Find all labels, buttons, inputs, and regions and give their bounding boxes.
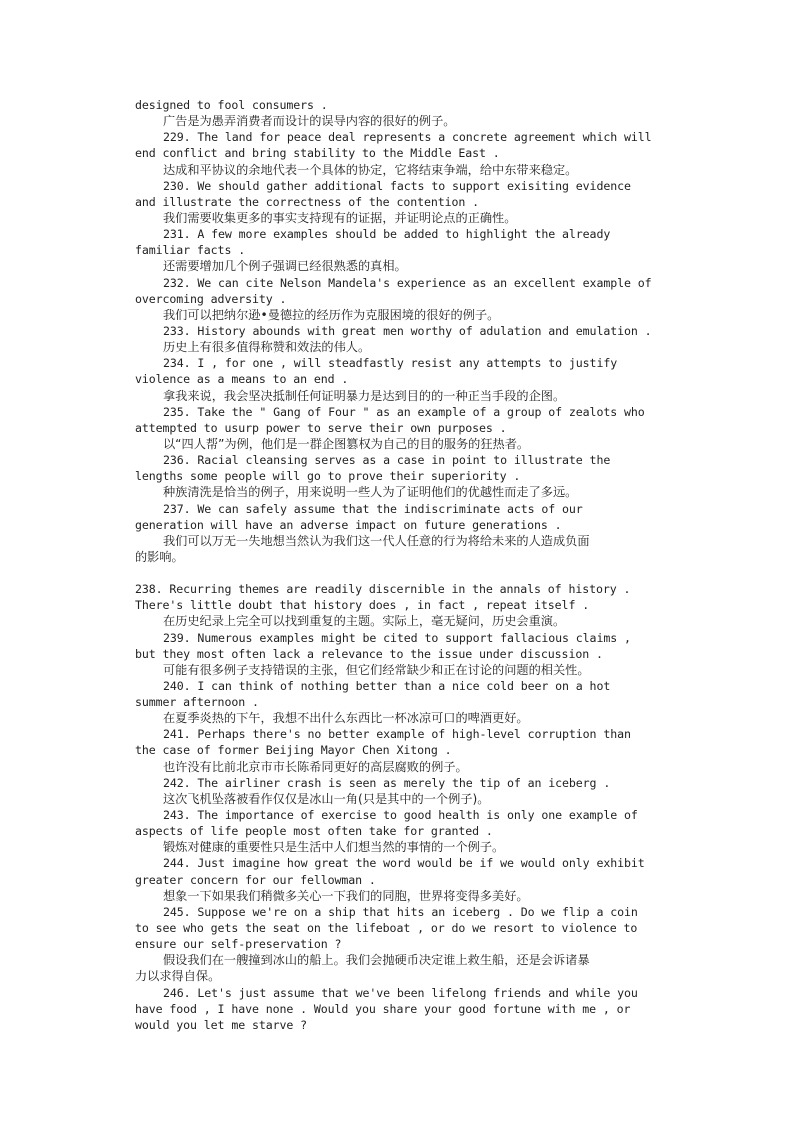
english-text-line: 230. We should gather additional facts to support exisiting evidence <box>163 178 631 193</box>
english-text-line: greater concern for our fellowman . <box>135 872 376 887</box>
chinese-text-line: 种族清洗是恰当的例子，用来说明一些人为了证明他们的优越性而走了多远。 <box>163 485 578 500</box>
chinese-text-line: 以“四人帮”为例，他们是一群企图篡权为自己的目的服务的狂热者。 <box>163 436 530 451</box>
english-text-line: 229. The land for peace deal represents a concrete agreement which will <box>163 130 652 145</box>
chinese-text-line: 广告是为愚弄消费者而设计的误导内容的很好的例子。 <box>163 114 456 129</box>
english-text-line: 238. Recurring themes are readily discernible in the annals of history . <box>135 582 631 597</box>
chinese-text-line: 可能有很多例子支持错误的主张，但它们经常缺少和正在讨论的问题的相关性。 <box>163 662 590 677</box>
chinese-text-line: 假设我们在一艘撞到冰山的船上。我们会抛硬币决定谁上救生船，还是会诉诸暴 <box>163 953 590 968</box>
english-text-line: There's little doubt that history does , in fact , repeat itself . <box>135 598 590 613</box>
english-text-line: familiar facts . <box>135 243 246 258</box>
english-text-line: 240. I can think of nothing better than a nice cold beer on a hot <box>163 678 611 693</box>
english-text-line: have food , I have none . Would you share your good fortune with me , or <box>135 1001 631 1016</box>
chinese-text-line: 在历史纪录上完全可以找到重复的主题。实际上，毫无疑问，历史会重演。 <box>163 614 566 629</box>
english-text-line: 241. Perhaps there's no better example of high-level corruption than <box>163 727 631 742</box>
chinese-text-line: 我们需要收集更多的事实支持现有的证据，并证明论点的正确性。 <box>163 210 517 225</box>
english-text-line: 237. We can safely assume that the indiscriminate acts of our <box>163 501 583 516</box>
chinese-text-line: 我们可以万无一失地想当然认为我们这一代人任意的行为将给未来的人造成负面 <box>163 533 590 548</box>
english-text-line: summer afternoon . <box>135 695 259 710</box>
english-text-line: 244. Just imagine how great the word would be if we would only exhibit <box>163 856 645 871</box>
english-text-line: lengths some people will go to prove their superiority . <box>135 469 521 484</box>
chinese-text-line: 这次飞机坠落被看作仅仅是冰山一角(只是其中的一个例子)。 <box>163 791 490 806</box>
chinese-text-line: 想象一下如果我们稍微多关心一下我们的同胞，世界将变得多美好。 <box>163 888 529 903</box>
chinese-text-line: 也许没有比前北京市市长陈希同更好的高层腐败的例子。 <box>163 759 468 774</box>
chinese-text-line: 达成和平协议的余地代表一个具体的协定，它将结束争端，给中东带来稳定。 <box>163 162 578 177</box>
english-text-line: violence as a means to an end . <box>135 372 349 387</box>
chinese-text-line: 还需要增加几个例子强调已经很熟悉的真相。 <box>163 259 407 274</box>
english-text-line: the case of former Beijing Mayor Chen Xitong . <box>135 743 452 758</box>
chinese-text-line: 的影响。 <box>135 549 184 564</box>
english-text-line: 235. Take the " Gang of Four " as an example of a group of zealots who <box>163 404 645 419</box>
english-text-line: and illustrate the correctness of the contention . <box>135 194 480 209</box>
english-text-line: designed to fool consumers . <box>135 98 328 112</box>
english-text-line: 243. The importance of exercise to good health is only one example of <box>163 808 638 823</box>
english-text-line: 246. Let's just assume that we've been lifelong friends and while you <box>163 985 638 1000</box>
document-body <box>135 97 665 1033</box>
chinese-text-line: 在夏季炎热的下午，我想不出什么东西比一杯冰凉可口的啤酒更好。 <box>163 711 529 726</box>
chinese-text-line: 拿我来说，我会坚决抵制任何证明暴力是达到目的的一种正当手段的企图。 <box>163 388 566 403</box>
chinese-text-line: 锻炼对健康的重要性只是生活中人们想当然的事情的一个例子。 <box>163 840 505 855</box>
english-text-line: overcoming adversity . <box>135 291 287 306</box>
english-text-line: 232. We can cite Nelson Mandela's experience as an excellent example of <box>163 275 652 290</box>
english-text-line: aspects of life people most often take for granted . <box>135 824 493 839</box>
english-text-line: 234. I , for one , will steadfastly resist any attempts to justify <box>163 356 618 371</box>
english-text-line: but they most often lack a relevance to the issue under discussion . <box>135 646 603 661</box>
english-text-line: 239. Numerous examples might be cited to support fallacious claims , <box>163 630 631 645</box>
chinese-text-line: 我们可以把纳尔逊•曼德拉的经历作为克服困境的很好的例子。 <box>163 307 500 322</box>
english-text-line: generation will have an adverse impact on future generations . <box>135 517 562 532</box>
english-text-line: 233. History abounds with great men worthy of adulation and emulation . <box>163 323 652 338</box>
paragraph-gap <box>135 565 665 581</box>
english-text-line: to see who gets the seat on the lifeboat , or do we resort to violence to <box>135 921 638 936</box>
chinese-text-line: 历史上有很多值得称赞和效法的伟人。 <box>163 340 371 355</box>
english-text-line: ensure our self-preservation ? <box>135 937 342 952</box>
chinese-text-line: 力以求得自保。 <box>135 969 221 984</box>
english-text-line: would you let me starve ? <box>135 1017 308 1032</box>
english-text-line: 242. The airliner crash is seen as merely the tip of an iceberg . <box>163 775 611 790</box>
english-text-line: end conflict and bring stability to the Middle East . <box>135 146 500 161</box>
english-text-line: 231. A few more examples should be added to highlight the already <box>163 227 611 242</box>
english-text-line: 245. Suppose we're on a ship that hits an iceberg . Do we flip a coin <box>163 904 638 919</box>
english-text-line: attempted to usurp power to serve their own purposes . <box>135 420 507 435</box>
english-text-line: 236. Racial cleansing serves as a case in point to illustrate the <box>163 453 611 468</box>
